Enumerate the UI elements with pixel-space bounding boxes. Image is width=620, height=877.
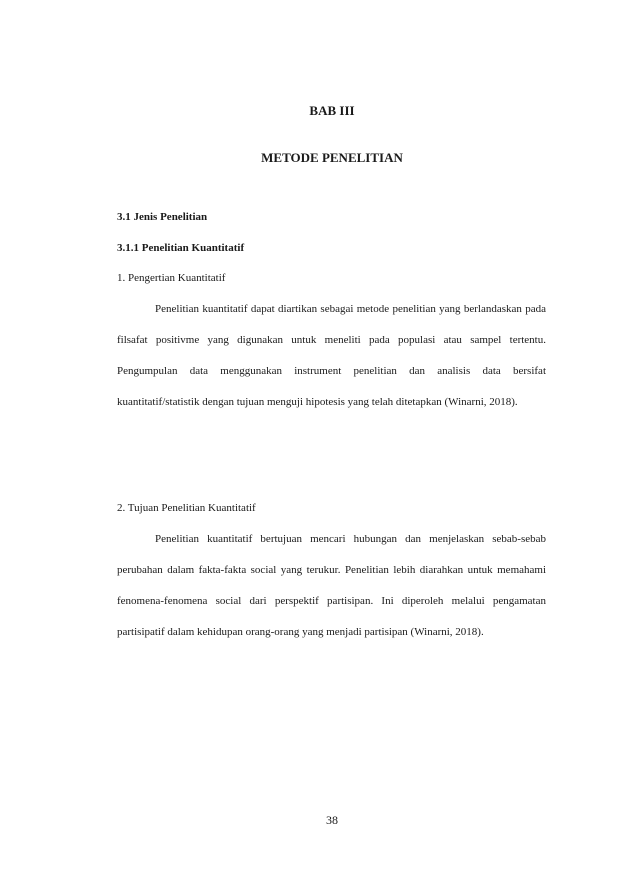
subsection-title: 2. Tujuan Penelitian Kuantitatif — [117, 502, 256, 514]
paragraph: Penelitian kuantitatif dapat diartikan sebagai metode penelitian yang berlandaskan pada filsafat positivme yang digunakan untuk meneliti pada populasi atau sampel tertentu. Pengumpulan data menggunakan instrument penelitian dan analisis data bersifat kuantitatif/statistik dengan tujuan menguji hipotesis yang telah ditetapkan (Winarni, 2018). — [117, 303, 546, 408]
page-number: 38 — [326, 813, 338, 827]
section-heading: 3.1 Jenis Penelitian — [117, 211, 208, 223]
chapter-title: METODE PENELITIAN — [261, 150, 403, 165]
paragraph: Penelitian kuantitatif bertujuan mencari hubungan dan menjelaskan sebab-sebab perubahan dalam fakta-fakta social yang terukur. Penelitian lebih diarahkan untuk memahami fenomena-fenomena social dari perspektif partisipan. Ini diperoleh melalui pengamatan partisipatif dalam kehidupan orang-orang yang menjadi partisipan (Winarni, 2018). — [117, 533, 546, 638]
subsection-title: 1. Pengertian Kuantitatif — [117, 272, 226, 284]
chapter-number: BAB III — [309, 103, 355, 118]
subsection-heading: 3.1.1 Penelitian Kuantitatif — [117, 242, 245, 254]
